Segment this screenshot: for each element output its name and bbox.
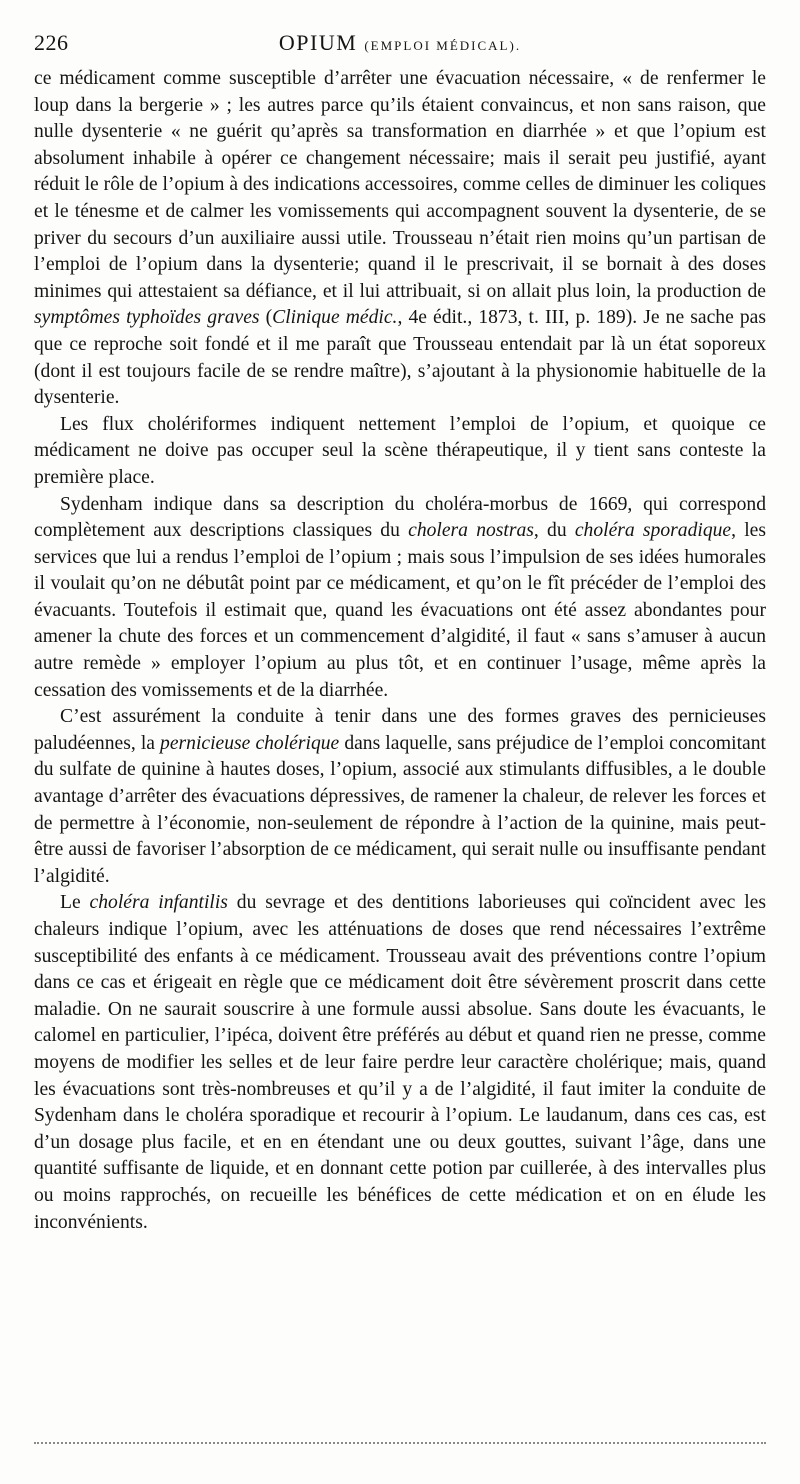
italic-text: cholera nostras xyxy=(408,520,534,542)
italic-text: choléra infantilis xyxy=(89,892,228,914)
paragraph xyxy=(34,412,766,492)
text-run: C’est assurément la conduite à tenir dans une des formes graves des pernicieuses paludéennes, la xyxy=(34,706,766,754)
text-run: , les services que lui a rendus l’emploi de l’opium ; mais sous l’impulsion de ses idées humorales il voulait qu’on ne débutât point par ce médicament, et qu’on le fît précéder de l’emploi des évacuants. Toutefois il estimait que, quand les évacuations ont été assez abondantes pour amener la chute des forces et un commencement d’algidité, il faut « sans s’amuser à aucun autre remède » employer l’opium au plus tôt, et en continuer l’usage, même après la cessation des vomissements et de la diarrhée. xyxy=(34,520,766,701)
italic-text: Clinique médic. xyxy=(272,307,398,329)
text-run: Les flux cholériformes indiquent nettement l’emploi de l’opium, et quoique ce médicament ne doive pas occuper seul la scène thérapeutique, il y tient sans conteste la première place. xyxy=(34,413,766,488)
text-run: ce médicament comme susceptible d’arrêter une évacuation nécessaire, « de renfermer le loup dans la bergerie » ; les autres parce qu’ils étaient convaincus, et non sans raison, que nulle dysenterie « ne guérit qu’après sa transformation en diarrhée » et que l’opium est absolument inhabile à opérer ce changement nécessaire; mais il serait peu justifié, ayant réduit le rôle de l’opium à des indications accessoires, comme celles de diminuer les coliques et le ténesme et de calmer les vomissements qui accompagnent souvent la dysenterie, de se priver du secours d’un auxiliaire aussi utile. Trousseau n’était rien moins qu’un partisan de l’emploi de l’opium dans la dysenterie; quand il le prescrivait, il se bornait à des doses minimes qui attestaient sa défiance, et il lui attribuait, si on allait plus loin, la production de xyxy=(34,68,766,302)
paragraph xyxy=(34,492,766,705)
italic-text: choléra sporadique xyxy=(574,520,732,542)
text-run: dans laquelle, sans préjudice de l’emploi concomitant du sulfate de quinine à hautes doses, l’opium, associé aux stimulants diffusibles, a le double avantage d’arrêter des évacuations dépressives, de ramener la chaleur, de relever les forces et de permettre à l’économie, non-seulement de répondre à l’action de la quinine, mais peut-être aussi de favoriser l’absorption de ce médicament, qui serait nulle ou insuffisante pendant l’algidité. xyxy=(34,732,766,887)
running-head-title: OPIUM xyxy=(278,30,358,55)
footer-dotted-rule xyxy=(34,1442,766,1444)
text-run: ( xyxy=(259,307,273,329)
text-run: Sydenham indique dans sa description du choléra-morbus de 1669, qui correspond complètement aux descriptions classiques du xyxy=(34,493,766,542)
body-text xyxy=(34,66,766,1236)
text-run: du sevrage et des dentitions laborieuses qui coïncident avec les chaleurs indique l’opium, avec les atténuations de doses que rend nécessaires l’extrême susceptibilité des enfants à ce médicament. Trousseau avait des préventions contre l’opium dans ce cas et érigeait en règle que ce médicament doit être sévèrement proscrit dans cette maladie. On ne saurait souscrire à une formule aussi absolue. Sans doute les évacuants, le calomel en particulier, l’ipéca, doivent être préférés au début et quand rien ne presse, comme moyens de modifier les selles et de leur faire perdre leur caractère cholérique; mais, quand les évacuations sont très-nombreuses et qu’il y a de l’algidité, il faut imiter la conduite de Sydenham dans le choléra sporadique et recourir à l’opium. Le laudanum, dans ces cas, est d’un dosage plus facile, et en en étendant une ou deux gouttes, suivant l’âge, dans une quantité suffisante de liquide, et en donnant cette potion par cuillerée, à des intervalles plus ou moins rapprochés, on recueille les bénéfices de cette médication et on en élude les inconvénients. xyxy=(34,892,766,1233)
text-run: , du xyxy=(533,520,575,542)
running-head-subtitle: (EMPLOI MÉDICAL). xyxy=(364,38,522,53)
text-run: Le xyxy=(60,892,90,914)
text-run: , 4e édit., 1873, t. III, p. 189). Je ne sache pas que ce reproche soit fondé et il me paraît que Trousseau entendait par là un état soporeux (dont il est toujours facile de se rendre maître), s’ajoutant à la physionomie habituelle de la dysenterie. xyxy=(34,307,767,409)
italic-text: symptômes typhoïdes graves xyxy=(34,307,260,329)
italic-text: pernicieuse cholérique xyxy=(160,732,340,754)
running-head xyxy=(34,30,766,56)
page-number: 226 xyxy=(34,30,69,55)
page-header xyxy=(34,30,766,58)
paragraph xyxy=(34,66,766,412)
paragraph xyxy=(34,890,766,1236)
paragraph xyxy=(34,704,766,890)
